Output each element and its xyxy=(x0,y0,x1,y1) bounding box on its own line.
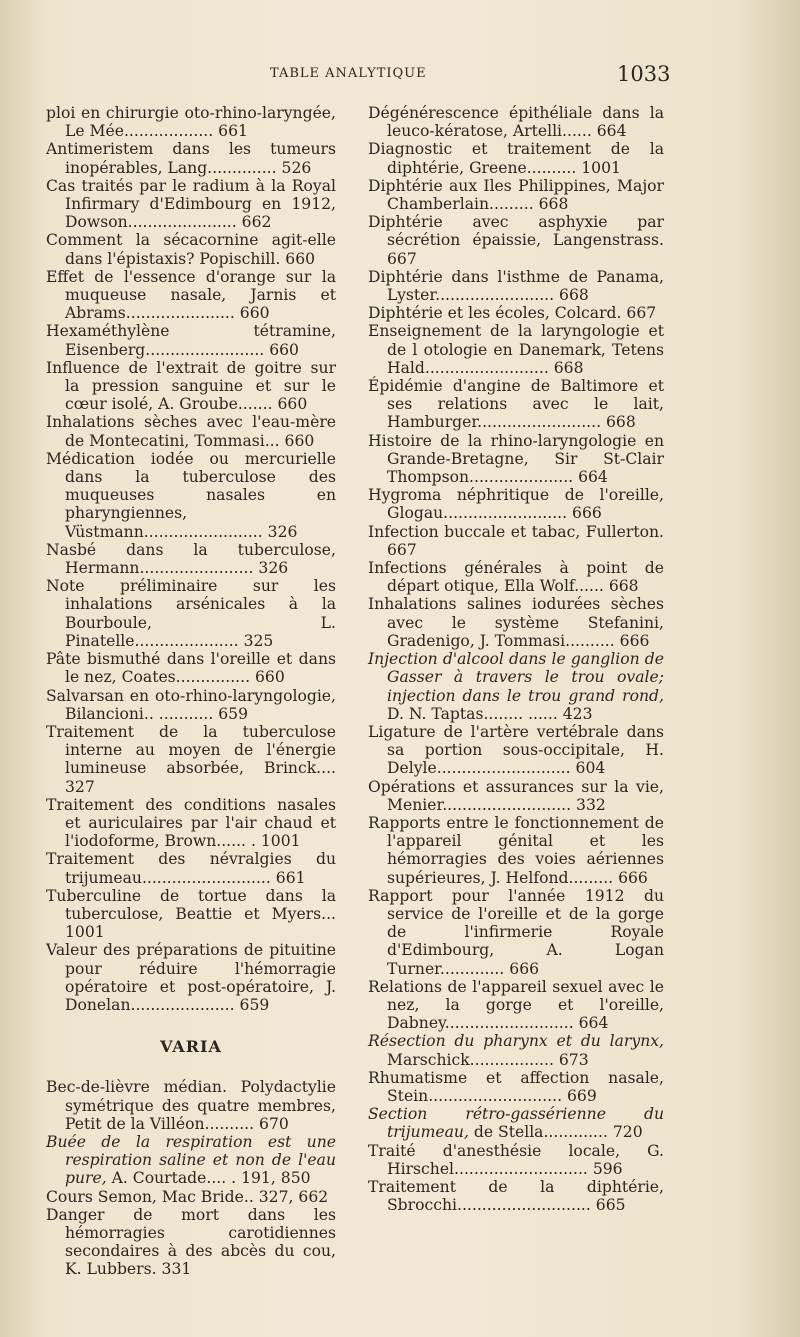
index-entry-text: Comment la sécacornine agit-elle dans l'épistaxis? Popischill. 660 xyxy=(46,231,336,268)
index-entry-text: Rapport pour l'année 1912 du service de l'oreille et de la gorge de l'infirmerie Royale d'Edimbourg, A. Logan Turner............. 666 xyxy=(368,886,664,978)
index-entry-text: Influence de l'extrait de goitre sur la pression sanguine et sur le cœur isolé, A. Groube....... 660 xyxy=(46,358,336,414)
left-index-list xyxy=(46,104,336,1014)
index-entry-text: Rhumatisme et affection nasale, Stein........................... 669 xyxy=(368,1068,664,1105)
left-column xyxy=(46,104,336,1279)
index-entry-text: Traitement de la diphtérie, Sbrocchi........................... 665 xyxy=(368,1177,664,1215)
right-index-list xyxy=(368,104,664,1214)
index-entry xyxy=(46,796,336,851)
index-entry-text: Infections générales à point de départ otique, Ella Wolf...... 668 xyxy=(368,559,664,596)
varia-index-list xyxy=(46,1078,336,1278)
index-entry-text: Traitement de la tuberculose interne au moyen de l'énergie lumineuse absorbée, Brinck.... 327 xyxy=(46,722,336,796)
index-entry-text: Diphtérie avec asphyxie par sécrétion épaissie, Langenstrass. 667 xyxy=(368,213,664,268)
index-entry xyxy=(368,377,664,432)
index-entry xyxy=(46,177,336,232)
index-entry-text: Salvarsan en oto-rhino-laryngologie, Bilancioni.. ........... 659 xyxy=(46,686,336,723)
index-entry xyxy=(368,432,664,487)
index-entry xyxy=(46,322,336,358)
index-entry xyxy=(46,104,336,140)
index-entry xyxy=(368,978,664,1033)
index-entry-text: Valeur des préparations de pituitine pour réduire l'hémorragie opératoire et post-opératoire, J. Donelan..................... 659 xyxy=(46,941,336,1014)
index-entry xyxy=(368,177,664,213)
index-entry xyxy=(46,687,336,723)
index-entry xyxy=(46,268,336,323)
index-entry xyxy=(46,577,336,650)
index-entry xyxy=(46,413,336,449)
index-entry xyxy=(368,140,664,176)
index-entry xyxy=(46,887,336,942)
index-entry-text: Médication iodée ou mercurielle dans la tuberculose des muqueuses nasales en pharyngiennes, Vüstmann........................ 326 xyxy=(46,449,336,541)
index-entry xyxy=(368,304,664,322)
index-entry-text: Épidémie d'angine de Baltimore et ses relations avec le lait, Hamburger......................... 668 xyxy=(368,377,664,432)
index-entry-text: Traitement des conditions nasales et auriculaires par l'air chaud et l'iodoforme, Brown...... . 1001 xyxy=(46,795,336,851)
index-entry xyxy=(46,231,336,267)
running-title: TABLE ANALYTIQUE xyxy=(270,66,427,81)
index-entry xyxy=(368,268,664,304)
index-entry xyxy=(46,723,336,796)
index-entry-text: Inhalations sèches avec l'eau-mère de Montecatini, Tommasi... 660 xyxy=(46,413,336,450)
index-entry-text: Note préliminaire sur les inhalations arsénicales à la Bourboule, L. Pinatelle..................... 325 xyxy=(46,577,336,650)
index-entry-text: A. Courtade.... . 191, 850 xyxy=(106,1169,311,1188)
index-entry xyxy=(368,723,664,778)
index-entry xyxy=(368,559,664,595)
page-number: 1033 xyxy=(617,62,671,86)
index-entry xyxy=(46,941,336,1014)
index-entry xyxy=(46,541,336,577)
index-entry-text: Traité d'anesthésie locale, G. Hirschel........................... 596 xyxy=(368,1141,664,1178)
index-entry-italic-title: Buée de la respiration est une respiration saline et non de l'eau pure, xyxy=(46,1132,336,1188)
index-entry xyxy=(368,213,664,268)
index-entry xyxy=(46,359,336,414)
index-entry-text: Diagnostic et traitement de la diphtérie, Greene.......... 1001 xyxy=(368,140,664,177)
index-entry-text: Hexaméthylène tétramine, Eisenberg........................ 660 xyxy=(46,322,336,359)
index-entry xyxy=(368,778,664,814)
index-entry xyxy=(368,1032,664,1068)
index-entry-text: Diphtérie dans l'isthme de Panama, Lyster........................ 668 xyxy=(368,267,664,305)
index-entry xyxy=(368,1178,664,1214)
index-entry-text: Effet de l'essence d'orange sur la muqueuse nasale, Jarnis et Abrams...................... 660 xyxy=(46,267,336,323)
index-entry-text: Cas traités par le radium à la Royal Infirmary d'Edimbourg en 1912, Dowson...................... 662 xyxy=(46,176,336,232)
index-entry-text: Diphtérie et les écoles, Colcard. 667 xyxy=(368,304,657,323)
index-entry xyxy=(368,486,664,522)
index-entry-text: Nasbé dans la tuberculose, Hermann....................... 326 xyxy=(46,540,336,578)
index-entry xyxy=(46,140,336,176)
index-entry xyxy=(368,595,664,650)
index-entry xyxy=(368,1069,664,1105)
index-entry-text: Tuberculine de tortue dans la tuberculose, Beattie et Myers... 1001 xyxy=(46,886,336,942)
index-entry-text: Marschick................. 673 xyxy=(387,1050,589,1069)
index-entry xyxy=(46,1188,336,1206)
index-entry-italic-title: Section rétro-gassérienne du trijumeau, xyxy=(368,1105,664,1142)
index-entry-text: Danger de mort dans les hémorragies carotidiennes secondaires à des abcès du cou, K. Lubbers. 331 xyxy=(46,1205,336,1279)
index-entry xyxy=(368,1105,664,1141)
index-entry xyxy=(368,523,664,559)
index-entry xyxy=(46,1078,336,1133)
index-entry xyxy=(368,322,664,377)
index-entry xyxy=(46,850,336,886)
index-entry-text: Traitement des névralgies du trijumeau.......................... 661 xyxy=(46,850,336,887)
index-entry-text: ploi en chirurgie oto-rhino-laryngée, Le Mée.................. 661 xyxy=(46,104,336,141)
index-entry-text: Pâte bismuthé dans l'oreille et dans le nez, Coates............... 660 xyxy=(46,650,336,687)
index-entry xyxy=(368,650,664,723)
index-entry-italic-title: Injection d'alcool dans le ganglion de Gasser à travers le trou ovale; injection dans le trou grand rond, xyxy=(368,650,664,705)
index-entry-text: Inhalations salines iodurées sèches avec le système Stefanini, Gradenigo, J. Tommasi.......... 666 xyxy=(368,595,664,650)
right-column xyxy=(368,104,664,1214)
index-entry-text: Antimeristem dans les tumeurs inopérables, Lang.............. 526 xyxy=(46,140,336,177)
index-entry-text: Relations de l'appareil sexuel avec le nez, la gorge et l'oreille, Dabney.......................... 664 xyxy=(368,977,664,1033)
index-entry xyxy=(368,814,664,887)
index-entry-text: de Stella............. 720 xyxy=(468,1123,643,1142)
index-entry-text: Ligature de l'artère vertébrale dans sa portion sous-occipitale, H. Delyle........................... 604 xyxy=(368,722,664,778)
index-entry-text: Opérations et assurances sur la vie, Menier.......................... 332 xyxy=(368,777,664,814)
index-entry-text: Dégénérescence épithéliale dans la leuco-kératose, Artelli...... 664 xyxy=(368,104,664,141)
index-entry-text: D. N. Taptas........ ...... 423 xyxy=(387,704,593,723)
index-entry-text: Hygroma néphritique de l'oreille, Glogau......................... 666 xyxy=(368,486,664,523)
index-entry xyxy=(46,450,336,541)
index-entry xyxy=(46,1206,336,1279)
index-entry-italic-title: Résection du pharynx et du larynx, xyxy=(368,1032,664,1051)
index-entry xyxy=(368,1142,664,1178)
index-entry-text: Cours Semon, Mac Bride.. 327, 662 xyxy=(46,1187,329,1206)
index-entry-text: Histoire de la rhino-laryngologie en Grande-Bretagne, Sir St-Clair Thompson..................... 664 xyxy=(368,431,664,487)
section-title-varia: VARIA xyxy=(160,1037,222,1057)
index-entry xyxy=(368,887,664,978)
index-entry-text: Bec-de-lièvre médian. Polydactylie symétrique des quatre membres, Petit de la Villéon.......... 670 xyxy=(46,1078,336,1133)
index-entry-text: Rapports entre le fonctionnement de l'appareil génital et les hémorragies des voies aériennes supérieures, J. Helfond......... 666 xyxy=(368,813,664,887)
index-entry-text: Diphtérie aux Iles Philippines, Major Chamberlain......... 668 xyxy=(368,176,664,214)
index-entry-text: Enseignement de la laryngologie et de l otologie en Danemark, Tetens Hald......................... 668 xyxy=(368,322,664,377)
index-entry-text: Infection buccale et tabac, Fullerton. 667 xyxy=(368,522,664,559)
index-entry xyxy=(46,650,336,686)
index-entry xyxy=(368,104,664,140)
index-entry xyxy=(46,1133,336,1188)
